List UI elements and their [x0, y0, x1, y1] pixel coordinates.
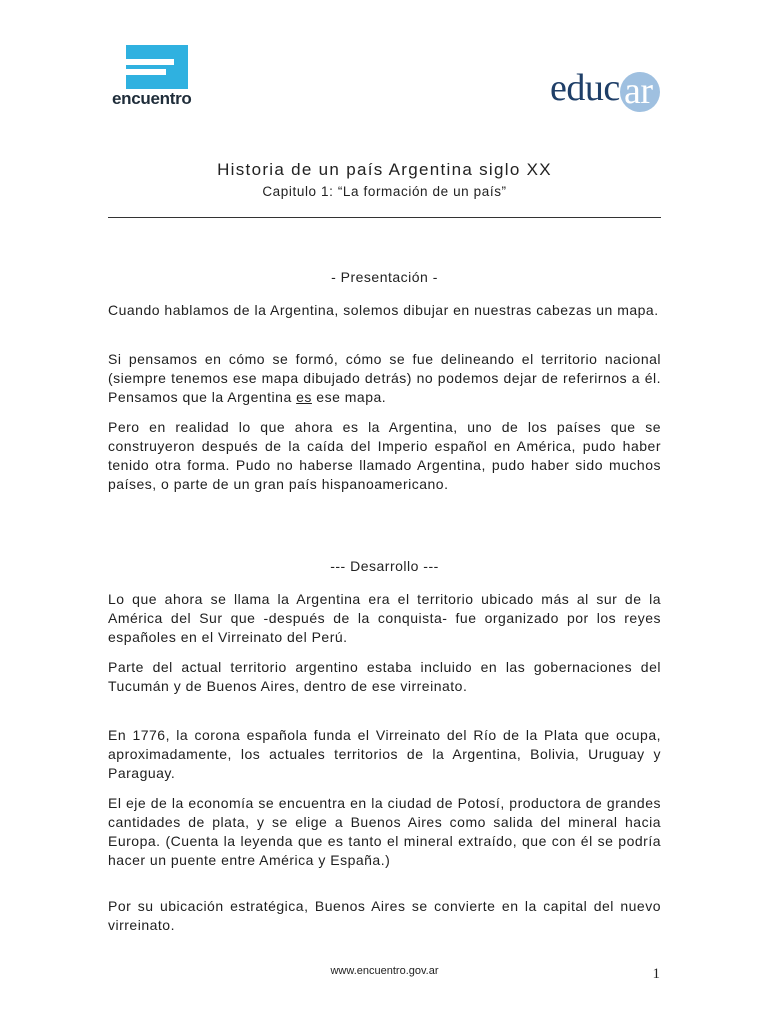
page-number: 1 [652, 966, 660, 982]
paragraph: Pero en realidad lo que ahora es la Argentina, uno de los países que se construyeron después de la caída del Imperio español en América, pudo haber tenido otra forma. Pudo no haberse llamado Argentina, pudo haber sido muchos países, o parte de un gran país hispanoamericano. [108, 419, 661, 492]
paragraph: Parte del actual territorio argentino estaba incluido en las gobernaciones del Tucumán y de Buenos Aires, dentro de ese virreinato. [108, 659, 661, 694]
paragraph: El eje de la economía se encuentra en la ciudad de Potosí, productora de grandes cantidades de plata, y se elige a Buenos Aires como salida del mineral hacia Europa. (Cuenta la leyenda que es tanto el mineral extraído, que con él se podría hacer un puente entre América y España.) [108, 795, 661, 868]
encuentro-logo-wordmark: encuentro [112, 89, 192, 108]
paragraph: Si pensamos en cómo se formó, cómo se fue delineando el territorio nacional (siempre tenemos ese mapa dibujado detrás) no podemos dejar de referirnos a él. Pensamos que la Argentina es ese mapa. [108, 351, 661, 405]
paragraph: Por su ubicación estratégica, Buenos Aires se convierte en la capital del nuevo virreinato. [108, 898, 661, 933]
educar-logo-circle [620, 72, 660, 112]
underlined-word: es [296, 389, 312, 405]
educar-logo [550, 66, 662, 114]
section-heading-desarrollo: --- Desarrollo --- [330, 558, 439, 574]
educar-logo-prefix: educ [550, 67, 620, 109]
document-title: Historia de un país Argentina siglo XX [217, 160, 552, 179]
title-divider [108, 217, 661, 218]
educar-logo-suffix: ar [624, 70, 653, 112]
paragraph: Lo que ahora se llama la Argentina era el territorio ubicado más al sur de la América del Sur que -después de la conquista- fue organizado por los reyes españoles en el Virreinato del Perú. [108, 591, 661, 645]
encuentro-logo-mark [126, 45, 188, 89]
section-heading-presentacion: - Presentación - [331, 269, 438, 285]
paragraph: Cuando hablamos de la Argentina, solemos dibujar en nuestras cabezas un mapa. [108, 302, 659, 318]
footer-url: www.encuentro.gov.ar [330, 965, 439, 977]
encuentro-logo [112, 45, 204, 111]
paragraph: En 1776, la corona española funda el Virreinato del Río de la Plata que ocupa, aproximadamente, los actuales territorios de la Argentina, Bolivia, Uruguay y Paraguay. [108, 727, 661, 781]
document-subtitle: Capitulo 1: “La formación de un país” [262, 184, 507, 199]
